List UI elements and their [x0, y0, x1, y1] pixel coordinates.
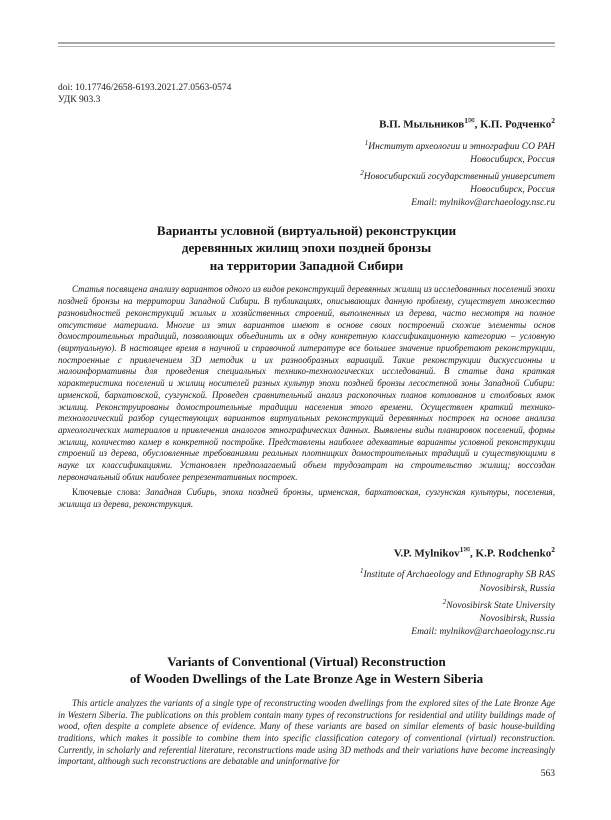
affiliations-en — [58, 565, 555, 638]
authors-separator: , — [474, 118, 481, 131]
affiliation-text: Novosibirsk State University — [446, 600, 555, 611]
keywords-ru — [58, 487, 555, 510]
affiliation-sup: 1 — [364, 138, 369, 147]
page-content — [58, 0, 555, 768]
title-ru-line: деревянных жилищ эпохи поздней бронзы — [181, 240, 432, 256]
abstract-ru: Статья посвящена анализу вариантов одного из видов реконструкций деревянных жилищ из исследованных поселений эпохи поздней бронзы на территории Западной Сибири. В публикациях, описывающих данную проблему, существует множество разновидностей реконструкций жилых и хозяйственных строений, выполненных из дерева, часто несмотря на полное отсутствие материала. Многие из этих вариантов имеют в основе своих построений схожие элементы основ домостроительных традиций, позволяющих объединить их в одну конкретную классификационную категорию – условную (виртуальную). В настоящее время в научной и справочной литературе все большее значение приобретают реконструкции, построенные с привлечением 3D методик и их разнообразных вариаций. Такие реконструкции дискуссионны и малоинформативны для проведения специальных технико-технологических исследований. В статье дана краткая характеристика поселений и жилищ носителей разных культур эпохи поздней бронзы лесостепной зоны Западной Сибири: ирменской, бархатовской, сузгунской. Проведен сравнительный анализ раскопочных планов котлованов и столбовых ямок жилищ. Реконструированы домостроительные традиции населения этого времени. Осуществлен краткий технико-технологический разбор существующих вариантов виртуальных реконструкций деревянных построек на основе анализа археологических материалов и привлечения аналогов этнографических данных. Выявлены виды планировок поселений, формы жилищ, количество камер в конкретной постройке. Представлены наиболее адекватные варианты условной реконструкции строений из дерева, обусловленные требованиями реальных плотницких домостроительных традиций и существующими в науке их классификациями. Установлен предполагаемый объем трудозатрат на строительство жилищ; воссоздан первоначальный облик наиболее репрезентативных построек. — [58, 284, 555, 482]
affiliation-sup: 2 — [360, 168, 364, 177]
affiliation-line — [58, 596, 555, 613]
affiliation-line — [58, 583, 555, 596]
author-en-1-sup: 1 — [459, 544, 464, 554]
affiliation-line — [58, 167, 555, 184]
affiliation-email — [58, 197, 555, 210]
doi-line: doi: 10.17746/2658-6193.2021.27.0563-0574 — [58, 83, 232, 93]
keywords-label: Ключевые слова: — [72, 487, 141, 498]
affiliation-line — [58, 154, 555, 167]
affiliation-text: Институт археологии и этнографии СО РАН — [368, 141, 555, 152]
affiliation-line — [58, 565, 555, 582]
authors-en — [58, 543, 555, 561]
affiliation-email — [58, 626, 555, 639]
author-ru-2: К.П. Родченко — [480, 118, 552, 131]
affiliation-text: Institute of Archaeology and Ethnography SB RAS — [363, 570, 555, 581]
affiliation-sup: 1 — [359, 567, 364, 576]
author-ru-2-sup: 2 — [551, 116, 555, 125]
affiliation-line — [58, 137, 555, 154]
keywords-text: Западная Сибирь, эпоха поздней бронзы, ирменская, бархатовская, сузгунская культуры, поселения, жилища из дерева, реконструкция. — [58, 487, 555, 510]
title-ru — [58, 222, 555, 275]
page-number: 563 — [540, 769, 555, 779]
affiliation-line — [58, 613, 555, 626]
title-en-line: of Wooden Dwellings of the Late Bronze Age in Western Siberia — [129, 671, 484, 687]
title-en — [58, 653, 555, 688]
article-meta — [58, 82, 555, 106]
header-double-rule — [58, 42, 555, 47]
affiliation-text: Email: mylnikov@archaeology.nsc.ru — [411, 197, 555, 208]
email-envelope-icon: ✉ — [467, 116, 475, 125]
affiliations-ru — [58, 137, 555, 210]
author-en-2-sup: 2 — [551, 544, 555, 554]
udc-line: УДК 903.3 — [58, 95, 101, 105]
author-ru-1-sup: 1 — [464, 116, 468, 125]
email-envelope-icon: ✉ — [463, 544, 471, 554]
authors-ru — [58, 114, 555, 132]
affiliation-text: Новосибирск, Россия — [470, 154, 555, 165]
affiliation-text: Novosibirsk, Russia — [479, 613, 555, 624]
author-en-2: K.P. Rodchenko — [475, 547, 552, 560]
title-en-line: Variants of Conventional (Virtual) Reconstruction — [167, 653, 446, 669]
author-ru-1: В.П. Мыльников — [379, 118, 465, 131]
title-ru-line: на территории Западной Сибири — [209, 257, 404, 273]
affiliation-text: Email: mylnikov@archaeology.nsc.ru — [411, 626, 555, 637]
title-ru-line: Варианты условной (виртуальной) реконструкции — [156, 222, 457, 238]
author-en-1: V.P. Mylnikov — [393, 547, 460, 560]
affiliation-text: Novosibirsk, Russia — [479, 583, 555, 594]
authors-separator: , — [470, 547, 476, 560]
affiliation-line — [58, 184, 555, 197]
affiliation-text: Новосибирск, Россия — [470, 184, 555, 195]
affiliation-text: Новосибирский государственный университет — [363, 171, 555, 182]
abstract-en: This article analyzes the variants of a single type of reconstructing wooden dwellings from the explored sites of the Late Bronze Age in Western Siberia. The publications on this problem contain many types of reconstructions for residential and utility buildings made of wood, often despite a complete absence of evidence. Many of these variants are based on similar elements of basic house-building traditions, which makes it possible to combine them into specific classification category of conventional (virtual) reconstruction. Currently, in scholarly and referential literature, reconstructions made using 3D methods and their variations have become increasingly important, although such reconstructions are debatable and uninformative for — [58, 697, 555, 767]
affiliation-sup: 2 — [442, 597, 447, 606]
